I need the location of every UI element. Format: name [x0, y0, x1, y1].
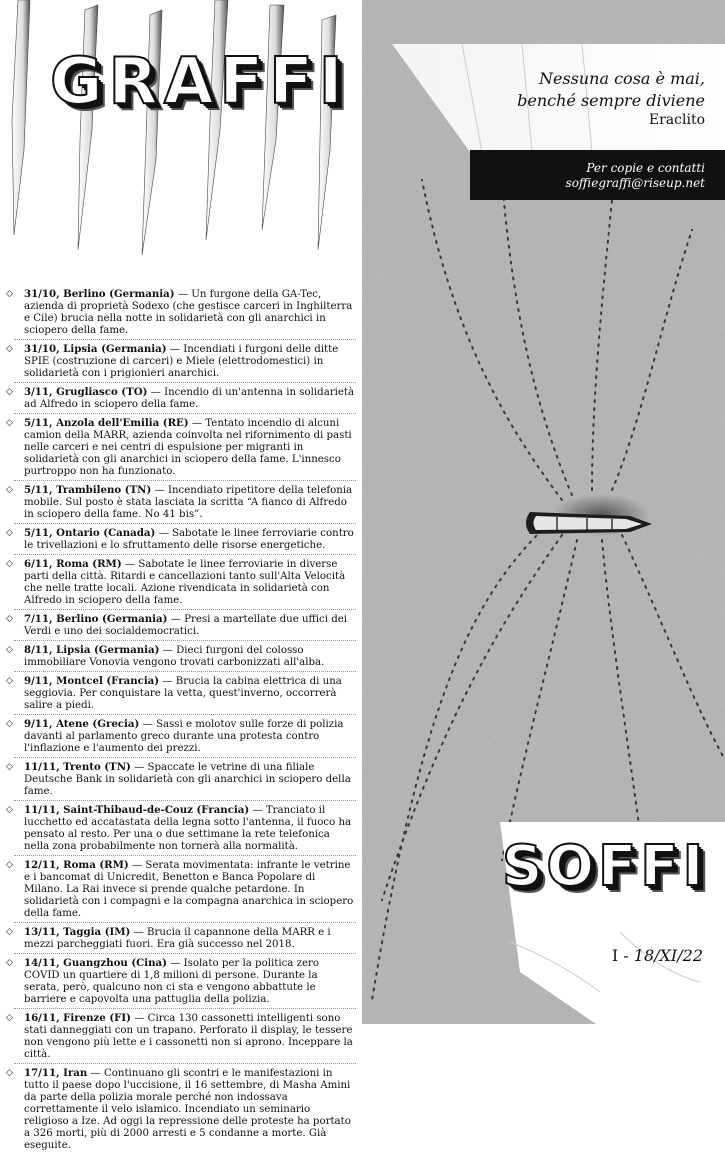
contact-banner	[470, 150, 725, 200]
news-item: ◇ 8/11, Lipsia (Germania) — Dieci furgoni del colosso immobiliare Vonovia vengono trovati carbonizzati all'alba.	[0, 644, 362, 669]
news-item: ◇ 17/11, Iran — Continuano gli scontri e le manifestazioni in tutto il paese dopo l'uccisione, il 16 settembre, di Masha Amini da parte della polizia morale perché non indossava correttamente il velo islamico. Incendiato un seminario religioso a Ize. Ad oggi la repressione delle proteste ha portato a 326 morti, più di 2000 arresti e 5 condanne a morte. Già eseguite.	[0, 1067, 362, 1152]
contact-label: Per copie e contatti	[586, 161, 705, 175]
slash-marks-decoration	[0, 0, 362, 255]
news-item: ◇ 16/11, Firenze (FI) — Circa 130 cassonetti intelligenti sono stati danneggiati con un trapano. Perforato il display, le tessere non vengono più lette e i cassonetti non si aprono. Inceppare la città.	[0, 1012, 362, 1061]
news-item: ◇ 5/11, Trambileno (TN) — Incendiato ripetitore della telefonia mobile. Sul posto è stata lasciata la scritta “A fianco di Alfredo in sciopero della fame. No 41 bis”.	[0, 484, 362, 521]
news-item: ◇ 31/10, Lipsia (Germania) — Incendiati i furgoni delle ditte SPIE (costruzione di carceri) e Miele (elettrodomestici) in solidarietà con i prigionieri anarchici.	[0, 343, 362, 380]
news-item: ◇ 3/11, Grugliasco (TO) — Incendio di un'antenna in solidarietà ad Alfredo in sciopero della fame.	[0, 386, 362, 411]
news-item: ◇ 7/11, Berlino (Germania) — Presi a martellate due uffici dei Verdi e uno dei socialdemocratici.	[0, 613, 362, 638]
masthead-soffi: SOFFI	[502, 834, 708, 899]
news-list	[0, 288, 362, 1158]
news-item: ◇ 11/11, Saint-Thibaud-de-Couz (Francia) — Tranciato il lucchetto ed accatastata della legna sotto l'antenna, il fuoco ha pensato al resto. Per una o due settimane la rete telefonica nella zona probabilmente non tornerà alla normalità.	[0, 804, 362, 853]
news-item: ◇ 9/11, Montcel (Francia) — Brucia la cabina elettrica di una seggiovia. Per conquistare la vetta, quest'inverno, occorrerà salire a piedi.	[0, 675, 362, 712]
news-item: ◇ 12/11, Roma (RM) — Serata movimentata: infrante le vetrine e i bancomat di Unicredit, Benetton e Banca Popolare di Milano. La Rai invece si prende qualche petardone. In solidarietà con i compagni e la compagna anarchica in sciopero della fame.	[0, 859, 362, 920]
cover-panel	[362, 0, 725, 1024]
news-column	[0, 0, 362, 1151]
news-item: ◇ 31/10, Berlino (Germania) — Un furgone della GA-Tec, azienda di proprietà Sodexo (che gestisce carceri in Inghilterra e Cile) brucia nella notte in solidarietà con gli anarchici in sciopero della fame.	[0, 288, 362, 337]
news-item: ◇ 6/11, Roma (RM) — Sabotate le linee ferroviarie in diverse parti della città. Ritardi e cancellazioni tanto sull'Alta Velocità che nelle tratte locali. Azione rivendicata in solidarietà con Alfredo in sciopero della fame.	[0, 558, 362, 607]
quote-banner	[392, 44, 725, 152]
issue-info: I - 18/XI/22	[611, 946, 703, 965]
quote-text: Nessuna cosa è mai, benché sempre diviene	[517, 69, 705, 110]
news-item: ◇ 5/11, Anzola dell'Emilia (RE) — Tentato incendio di alcuni camion della MARR, azienda coinvolta nel rifornimento di pasti nelle carceri e nei centri di espulsione per migranti in solidarietà con gli anarchici in sciopero della fame. L'innesco purtroppo non ha funzionato.	[0, 417, 362, 478]
soffi-banner	[500, 822, 725, 1024]
contact-email[interactable]: soffiegraffi@riseup.net	[565, 176, 705, 190]
quote-author: Eraclito	[648, 112, 705, 128]
news-item: ◇ 11/11, Trento (TN) — Spaccate le vetrine di una filiale Deutsche Bank in solidarietà con gli anarchici in sciopero della fame.	[0, 761, 362, 798]
masthead-graffi: GRAFFI	[50, 45, 349, 119]
news-item: ◇ 13/11, Taggia (IM) — Brucia il capannone della MARR e i mezzi parcheggiati fuori. Era già successo nel 2018.	[0, 926, 362, 951]
news-item: ◇ 5/11, Ontario (Canada) — Sabotate le linee ferroviarie contro le trivellazioni e lo sfruttamento delle risorse energetiche.	[0, 527, 362, 552]
news-item: ◇ 14/11, Guangzhou (Cina) — Isolato per la politica zero COVID un quartiere di 1,8 milioni di persone. Durante la serata, però, qualcuno non ci sta e vengono abbattute le barriere e capovolta una pattuglia della polizia.	[0, 957, 362, 1006]
news-item: ◇ 9/11, Atene (Grecia) — Sassi e molotov sulle forze di polizia davanti al parlamento greco durante una protesta contro l'inflazione e l'aumento dei prezzi.	[0, 718, 362, 755]
